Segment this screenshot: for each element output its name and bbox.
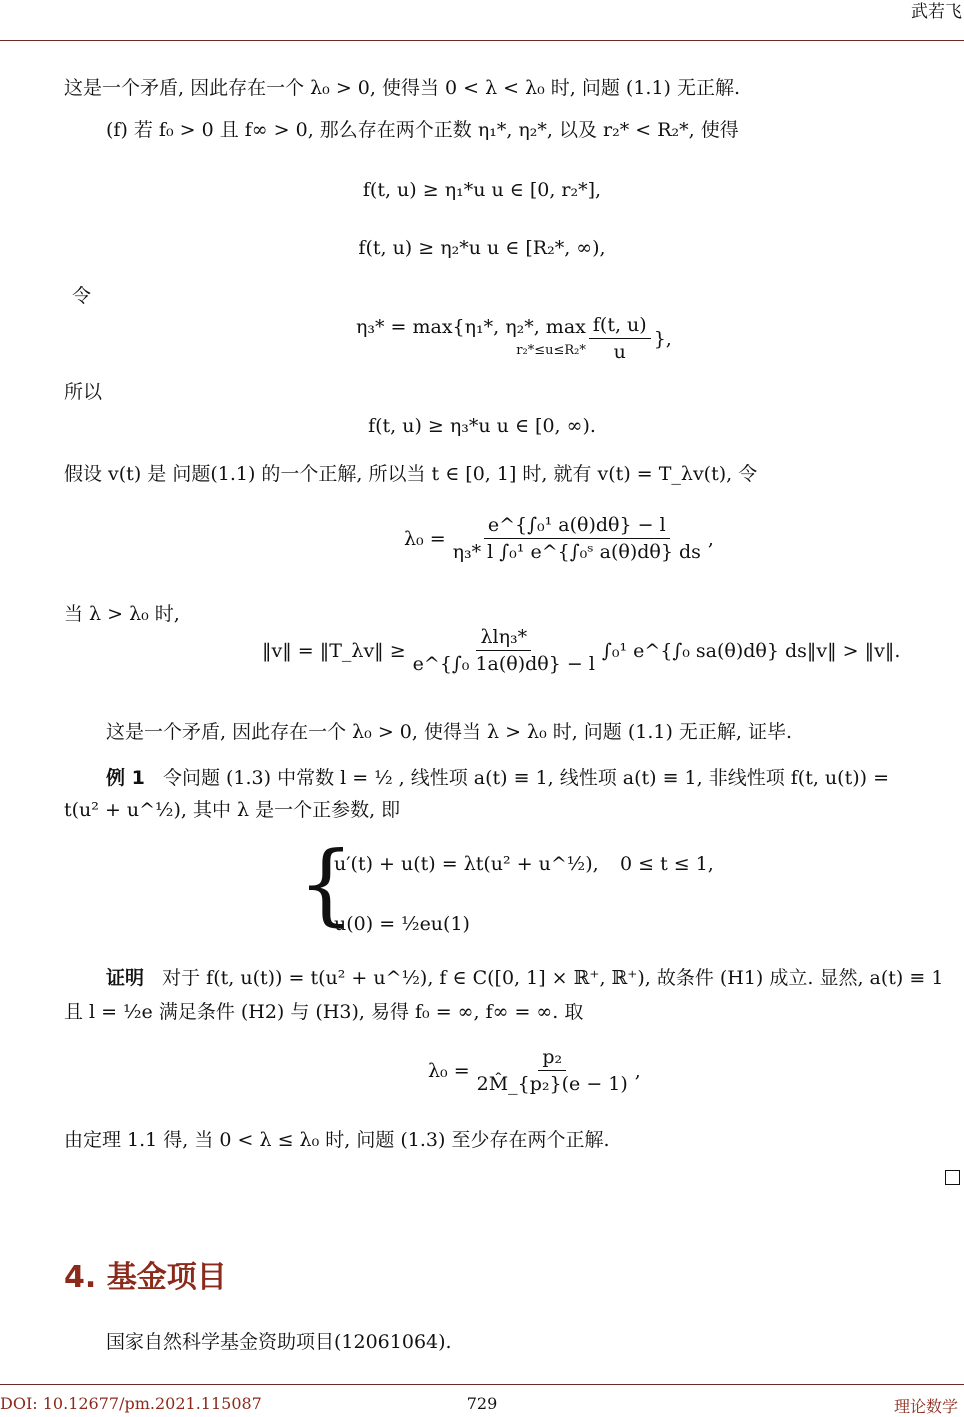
numerator: p₂ — [538, 1044, 566, 1071]
fraction — [473, 1044, 632, 1097]
paragraph: t(u² + u^½), 其中 λ 是一个正参数, 即 — [64, 799, 401, 821]
doi-link[interactable]: DOI: 10.12677/pm.2021.115087 — [0, 1394, 262, 1413]
eq-text: }, — [653, 327, 672, 350]
journal-name: 理论数学 — [893, 1397, 958, 1416]
paragraph: 且 l = ½e 满足条件 (H2) 与 (H3), 易得 f₀ = ∞, f∞ = ∞. 取 — [64, 1001, 584, 1023]
eq-text: λ₀ = — [428, 1059, 470, 1082]
paragraph: 由定理 1.1 得, 当 0 < λ ≤ λ₀ 时, 问题 (1.3) 至少存在两个正解. — [64, 1129, 610, 1151]
numerator: λlη₃* — [476, 624, 531, 651]
denominator: 2M̂_{p₂}(e − 1) — [476, 1073, 628, 1095]
denominator: e^{∫₀ 1a(θ)dθ} − l — [412, 653, 595, 675]
fraction — [589, 312, 651, 365]
equation: f(t, u) ≥ η₂*u u ∈ [R₂*, ∞), — [358, 237, 606, 259]
eq-text: , — [707, 527, 714, 550]
example-text: 令问题 (1.3) 中常数 l = ½ , 线性项 a(t) ≡ 1, 线性项 a(t) ≡ 1, 非线性项 f(t, u(t)) = — [162, 767, 889, 789]
paragraph: 假设 v(t) 是 问题(1.1) 的一个正解, 所以当 t ∈ [0, 1] 时, 就有 v(t) = T_λv(t), 令 — [64, 463, 758, 485]
paragraph: 令 — [72, 285, 92, 307]
system-condition: 0 ≤ t ≤ 1, — [620, 853, 714, 875]
system-equation: u′(t) + u(t) = λt(u² + u^½), — [334, 853, 599, 875]
fraction — [449, 512, 705, 565]
equation-lambda0 — [404, 512, 714, 565]
paragraph: 所以 — [64, 381, 103, 403]
section-text: 国家自然科学基金资助项目(12061064). — [106, 1331, 452, 1353]
equation: f(t, u) ≥ η₃*u u ∈ [0, ∞). — [368, 415, 596, 437]
paragraph: (f) 若 f₀ > 0 且 f∞ > 0, 那么存在两个正数 η₁*, η₂*, 以及 r₂* < R₂*, 使得 — [106, 119, 739, 141]
header-rule — [0, 40, 964, 41]
numerator: e^{∫₀¹ a(θ)dθ} − l — [484, 512, 670, 539]
denominator: u — [613, 341, 626, 363]
qed-square-icon — [945, 1170, 960, 1185]
proof-label: 证明 — [106, 967, 145, 989]
equation-lambda0-final — [428, 1044, 641, 1097]
proof-text: 对于 f(t, u(t)) = t(u² + u^½), f ∈ C([0, 1] × ℝ⁺, ℝ⁺), 故条件 (H1) 成立. 显然, a(t) ≡ 1 — [162, 967, 944, 989]
proof-line — [106, 966, 943, 990]
page-number: 729 — [466, 1394, 498, 1413]
fraction — [409, 624, 599, 677]
paragraph: 这是一个矛盾, 因此存在一个 λ₀ > 0, 使得当 0 < λ < λ₀ 时, 问题 (1.1) 无正解. — [64, 77, 741, 99]
paragraph: 当 λ > λ₀ 时, — [64, 603, 180, 625]
example-line — [106, 766, 889, 790]
eq-text: ∫₀¹ e^{∫₀ sa(θ)dθ} ds‖v‖ > ‖v‖. — [601, 639, 901, 662]
eq-text: , — [634, 1059, 641, 1082]
eq-subscript: r₂*≤u≤R₂* — [516, 342, 586, 358]
equation-norm — [262, 624, 900, 677]
paragraph: 这是一个矛盾, 因此存在一个 λ₀ > 0, 使得当 λ > λ₀ 时, 问题 (1.1) 无正解, 证毕. — [106, 721, 793, 743]
eq-text: ‖v‖ = ‖T_λv‖ ≥ — [262, 639, 406, 662]
left-brace: { — [298, 832, 354, 935]
system-equation: u(0) = ½eu(1) — [334, 913, 470, 935]
eq-text: η₃* = max{η₁*, η₂*, max — [356, 315, 586, 338]
denominator: η₃* l ∫₀¹ e^{∫₀ˢ a(θ)dθ} ds — [452, 541, 701, 563]
numerator: f(t, u) — [589, 312, 651, 339]
section-title: 4. 基金项目 — [64, 1260, 227, 1295]
footer-rule — [0, 1384, 964, 1385]
header-author: 武若飞 — [911, 2, 962, 22]
eq-text: λ₀ = — [404, 527, 446, 550]
equation-max — [356, 312, 672, 365]
equation: f(t, u) ≥ η₁*u u ∈ [0, r₂*], — [362, 179, 602, 201]
example-label: 例 1 — [106, 767, 145, 789]
